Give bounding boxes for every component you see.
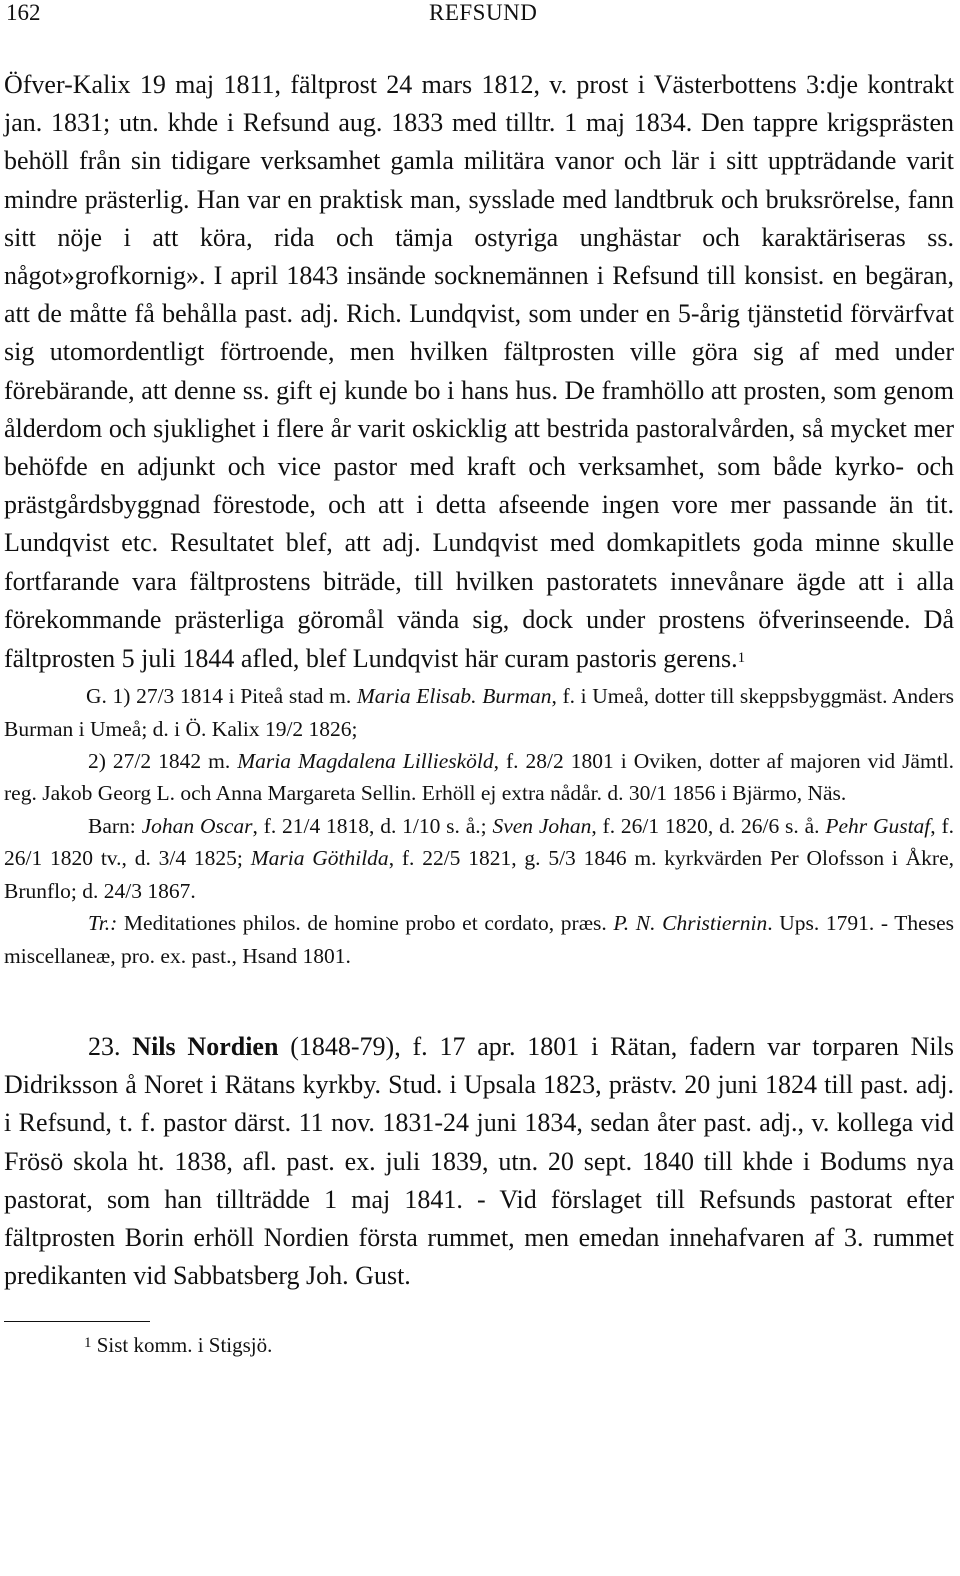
footnote-text: Sist komm. i Stigsjö.	[96, 1333, 273, 1358]
page	[4, 0, 954, 1358]
child-details: , f. 21/4 1818, d. 1/10 s. å.;	[252, 813, 487, 838]
entry-name: Nils Nordien	[132, 1031, 279, 1061]
spouse-1-name: Maria Elisab. Burman	[356, 684, 552, 709]
works-text: . Ups. 1791. - Theses miscellaneæ, pro. ex. past., Hsand 1801.	[4, 911, 954, 968]
main-paragraph-text: Öfver-Kalix 19 maj 1811, fältprost 24 mars 1812, v. prost i Västerbottens 3:dje kontrakt jan. 1831; utn. khde i Refsund aug. 1833 med tilltr. 1 maj 1834. Den tappre krigsprästen behöll från sin tidigare verksamhet gamla militära vanor och lär i sitt uppträdande varit mindre prästerlig. Han var en praktisk man, sysslade med landtbruk och bruksrörelse, fann sitt nöje i att köra, rida och tämja ostyriga unghästar och karaktäriseras ss. något»grofkornig». I april 1843 insände socknemännen i Refsund till konsist. en begäran, att de måtte få behålla past. adj. Rich. Lundqvist, som under en 5-årig tjänstetid förvärfvat sig utomordentligt förtroende, men hvilken fältprosten ville göra sig af med under förebärande, att denne ss. gift ej kunde bo i hans hus. De framhöllo att prosten, som genom ålderdom och sjuklighet i flere år varit oskicklig att bestrida pastoralvården, så mycket mer behöfde en adjunkt och vice pastor med kraft och verksamhet, som både kyrko- och prästgårdsbyggnad förestode, och att i detta afseende ingen vore mer passande än tit. Lundqvist etc. Resultatet blef, att adj. Lundqvist med domkapitlets goda minne skulle fortfarande vara fältprostens biträde, till hvilken pastoratets innevånare ägde att i alla förekommande prästerliga göromål vända sig, dock under prostens öfverinseende. Då fältprosten 5 juli 1844 afled, blef Lundqvist här curam pastoris gerens.	[4, 70, 954, 674]
page-header	[4, 0, 954, 26]
children-note	[4, 810, 954, 907]
footnote-mark: 1	[84, 1335, 92, 1352]
footnote-divider	[4, 1321, 150, 1322]
running-head: REFSUND	[429, 0, 538, 25]
marriage-2-text: 2) 27/2 1842 m.	[88, 749, 231, 774]
marriage-1-text: G. 1) 27/3 1814 i Piteå stad m.	[86, 684, 352, 709]
family-notes	[4, 680, 954, 972]
child-details: , f. 26/1 1820 tv., d. 3/4 1825;	[4, 813, 954, 871]
footnote	[4, 1330, 954, 1358]
child-name: Johan Oscar	[141, 813, 253, 838]
marriage-note	[4, 680, 954, 745]
child-name: Sven Johan	[492, 813, 592, 838]
child-details: , f. 26/1 1820, d. 26/6 s. å.	[591, 813, 820, 838]
spouse-2-name: Maria Magdalena Lilliesköld	[237, 749, 494, 774]
entry-number: 23.	[88, 1031, 121, 1061]
children-label: Barn:	[88, 813, 136, 838]
works-note	[4, 907, 954, 972]
child-name: Maria Göthilda	[250, 846, 389, 871]
works-author: P. N. Christiernin	[613, 911, 768, 936]
footnote-reference: 1	[737, 650, 746, 667]
marriage-2-details: , f. 28/2 1801 i Oviken, dotter af majoren vid Jämtl. reg. Jakob Georg L. och Anna Margareta Sellin. Erhöll ej extra nådår. d. 30/1 1856 i Bjärmo, Näs.	[4, 749, 955, 806]
marriage-1-details: , f. i Umeå, dotter till skeppsbyggmäst. Anders Burman i Umeå; d. i Ö. Kalix 19/2 1826;	[4, 684, 954, 741]
page-number: 162	[6, 0, 41, 25]
child-details: , f. 22/5 1821, g. 5/3 1846 m. kyrkvärden Per Olofsson i Åkre, Brunflo; d. 24/3 1867.	[4, 846, 955, 903]
works-label: Tr.:	[88, 911, 118, 936]
entry-text: (1848-79), f. 17 apr. 1801 i Rätan, fadern var torparen Nils Didriksson å Noret i Rätans kyrkby. Stud. i Upsala 1823, prästv. 20 juni 1824 till past. adj. i Refsund, t. f. pastor därst. 11 nov. 1831-24 juni 1834, sedan åter past. adj., v. kollega vid Frösö skola ht. 1838, afl. past. ex. juli 1839, utn. 20 sept. 1840 till khde i Bodums nya pastorat, som han tillträdde 1 maj 1841. - Vid förslaget till Refsunds pastorat efter fältprosten Borin erhöll Nordien första rummet, men emedan innehafvaren af 3. rummet predikanten vid Sabbatsberg Joh. Gust.	[4, 1031, 955, 1291]
works-text: Meditationes philos. de homine probo et cordato, præs.	[117, 911, 607, 936]
child-name: Pehr Gustaf	[825, 813, 931, 838]
biography-entry	[4, 1028, 954, 1295]
main-paragraph	[4, 66, 954, 678]
section-spacer	[4, 972, 954, 1028]
second-marriage-note	[4, 745, 954, 810]
